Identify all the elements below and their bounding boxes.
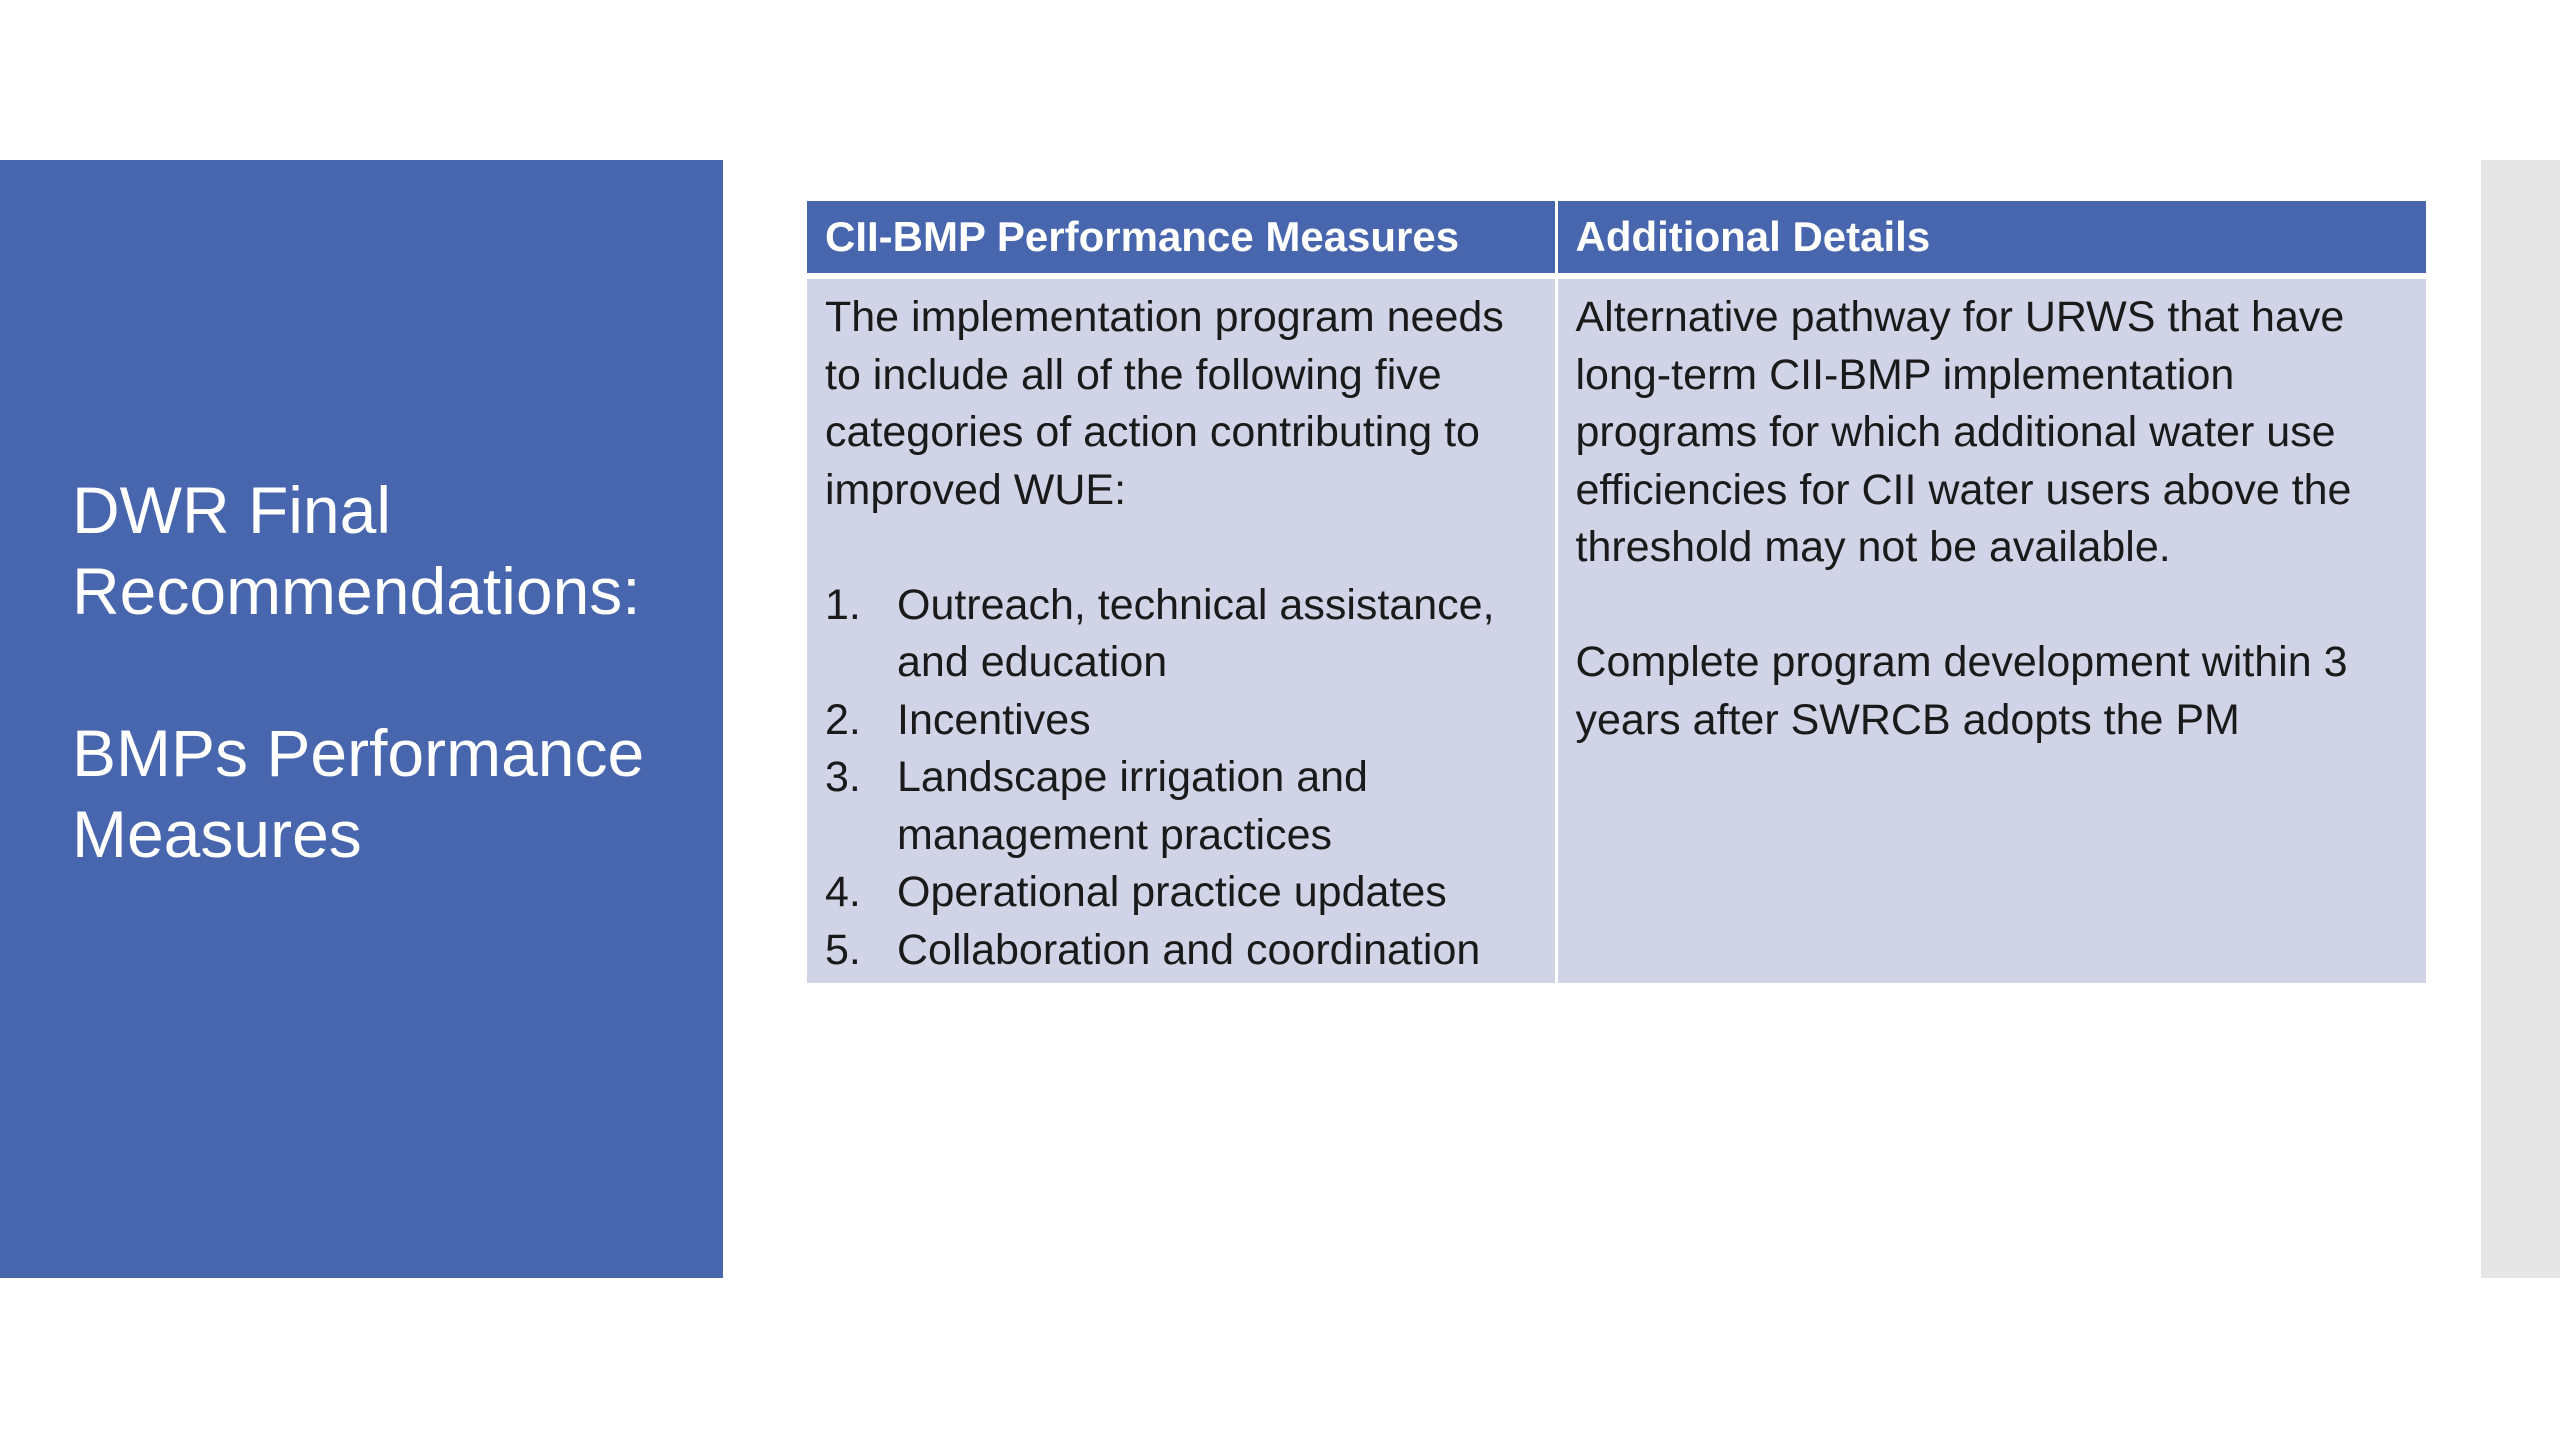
- measures-cell: [807, 276, 1556, 983]
- title-line-2: Recommendations:: [72, 554, 641, 628]
- measures-intro: The implementation program needs to include all of the following five categories of action contributing to improved WUE:: [825, 293, 1504, 514]
- paragraph-spacer: [1576, 577, 2409, 635]
- action-categories-list: [825, 577, 1537, 980]
- next-slide-edge: [2481, 160, 2560, 1278]
- list-number: 3.: [825, 753, 861, 801]
- list-text: Incentives: [897, 695, 1091, 744]
- header-details: Additional Details: [1556, 201, 2426, 276]
- subtitle-line-2: Measures: [72, 797, 362, 871]
- performance-measures-table: [807, 201, 2426, 983]
- details-paragraph-2: Complete program development within 3 years after SWRCB adopts the PM: [1575, 638, 2348, 744]
- title-line-1: DWR Final: [72, 473, 392, 547]
- list-item: [825, 692, 1537, 750]
- list-number: 1.: [825, 580, 861, 629]
- list-item: [825, 577, 1537, 692]
- title-panel: [0, 160, 723, 1278]
- details-paragraph-1: Alternative pathway for URWS that have long-term CII-BMP implementation programs for which additional water use efficiencies for CII water users above the threshold may not be available.: [1575, 293, 2352, 571]
- slide-title: [72, 470, 692, 875]
- list-text: Landscape irrigation and management practices: [897, 753, 1368, 859]
- table-row: [807, 276, 2426, 983]
- list-item: [825, 749, 1537, 864]
- list-text: Operational practice updates: [897, 868, 1447, 916]
- subtitle-line-1: BMPs Performance: [72, 716, 645, 790]
- paragraph-spacer: [825, 519, 1537, 577]
- header-measures: CII-BMP Performance Measures: [807, 201, 1556, 276]
- list-item: [825, 922, 1537, 980]
- list-number: 4.: [825, 868, 861, 916]
- list-number: 2.: [825, 695, 861, 744]
- title-spacer: [72, 632, 692, 713]
- list-text: Collaboration and coordination: [897, 925, 1481, 974]
- table-header-row: [807, 201, 2426, 276]
- list-item: [825, 864, 1537, 922]
- list-text: Outreach, technical assistance, and education: [897, 580, 1495, 686]
- list-number: 5.: [825, 925, 861, 974]
- details-cell: [1556, 276, 2426, 983]
